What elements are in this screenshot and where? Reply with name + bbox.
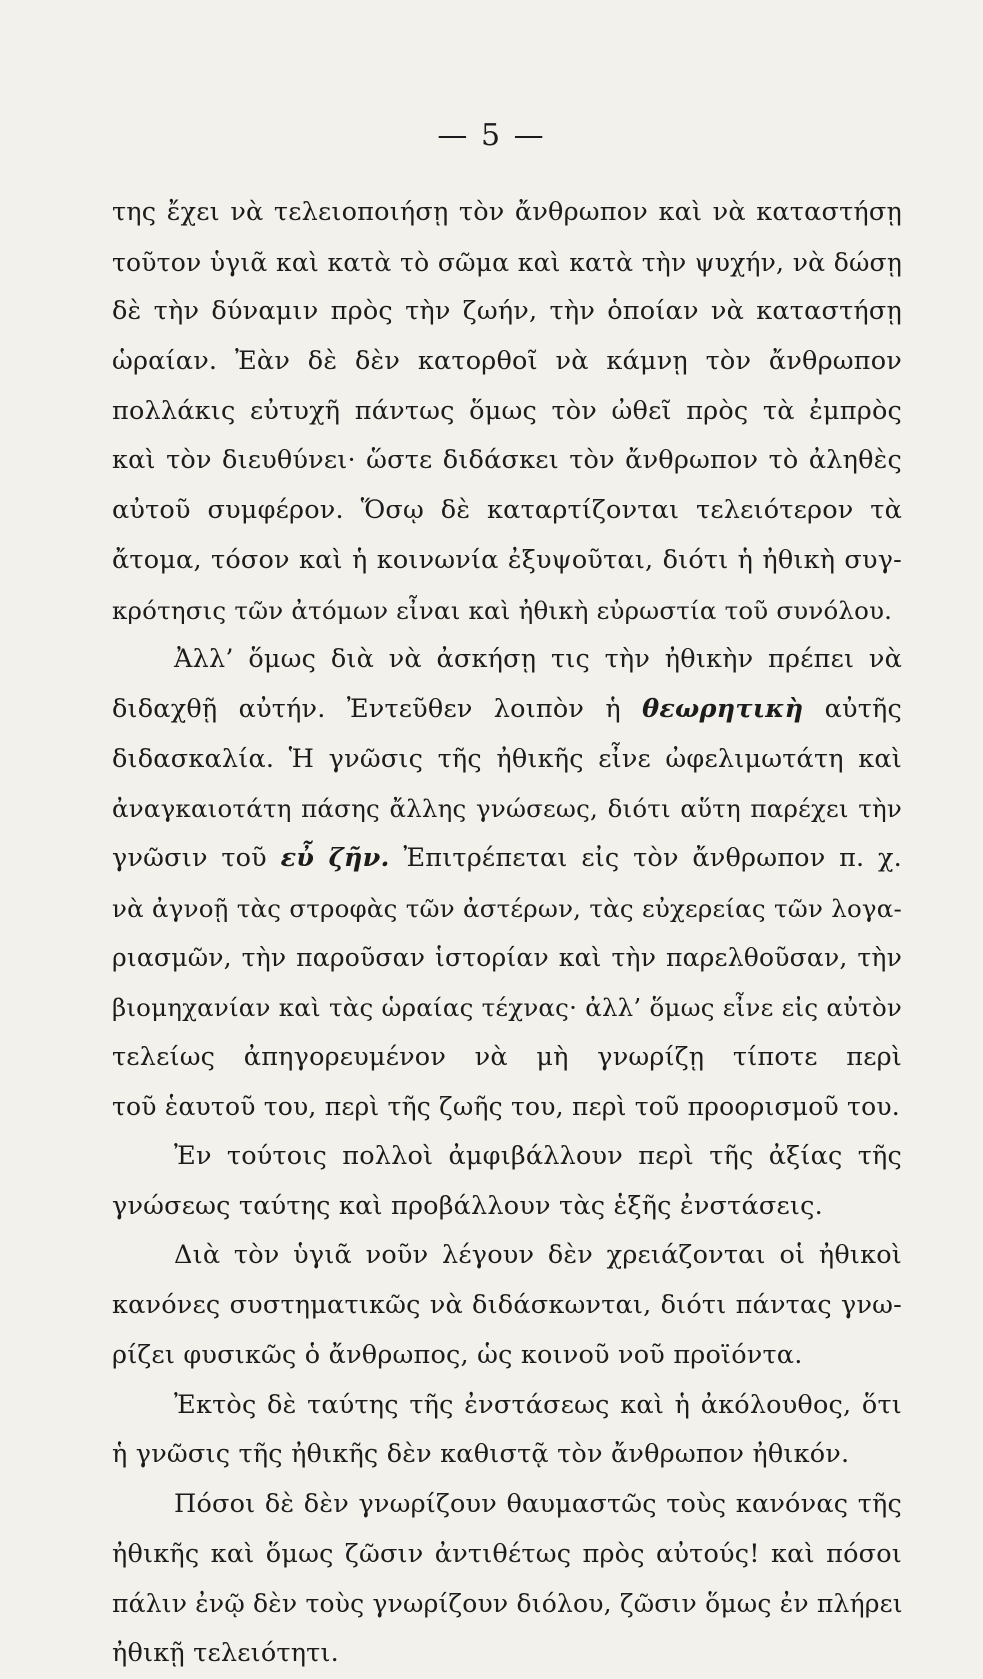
- text-line: [112, 536, 902, 586]
- text-segment: κανόνες συστηματικῶς νὰ διδάσκωνται, διότι πάντας γνω-: [112, 1290, 902, 1321]
- text-segment: Ἐκτὸς δὲ ταύτης τῆς ἐνστάσεως καὶ ἡ ἀκόλουθος, ὅτι: [174, 1389, 902, 1420]
- text-segment: γνῶσιν τοῦ: [112, 842, 281, 873]
- text-segment: ὡραίαν. Ἐὰν δὲ δὲν κατορθοῖ νὰ κάμνῃ τὸν ἄνθρωπον: [112, 346, 902, 377]
- text-segment: αὐτοῦ συμφέρον. Ὅσῳ δὲ καταρτίζονται τελειότερον τὰ: [112, 495, 902, 526]
- text-segment: Ἀλλ’ ὅμως διὰ νὰ ἀσκήσῃ τις τὴν ἠθικὴν πρέπει νὰ: [174, 644, 902, 675]
- text-line: [112, 387, 902, 437]
- text-segment: Ἐπιτρέπεται εἰς τὸν ἄνθρωπον π. χ.: [389, 842, 902, 873]
- emphasized-text: εὖ ζῆν.: [280, 842, 390, 873]
- text-segment: ἀναγκαιοτάτη πάσης ἄλλης γνώσεως, διότι αὕτη παρέχει τὴν: [112, 794, 902, 824]
- text-segment: ρίζει φυσικῶς ὁ ἄνθρωπος, ὡς κοινοῦ νοῦ προϊόντα.: [112, 1339, 803, 1370]
- text-segment: ἄτομα, τόσον καὶ ἡ κοινωνία ἐξυψοῦται, διότι ἡ ἠθικὴ συγ-: [112, 544, 902, 575]
- text-line: [112, 1182, 902, 1232]
- text-line: [112, 1579, 902, 1629]
- text-segment: διδασκαλία. Ἡ γνῶσις τῆς ἠθικῆς εἶνε ὠφελιμωτάτη καὶ: [112, 743, 902, 774]
- text-line: [112, 1430, 902, 1480]
- text-segment: τοῦτον ὑγιᾶ καὶ κατὰ τὸ σῶμα καὶ κατὰ τὴν ψυχήν, νὰ δώσῃ: [112, 247, 902, 277]
- text-line: [112, 834, 902, 884]
- text-line: [112, 784, 902, 834]
- text-line: [112, 735, 902, 785]
- text-segment: της ἔχει νὰ τελειοποιήσῃ τὸν ἄνθρωπον καὶ νὰ καταστήσῃ: [112, 197, 902, 227]
- text-segment: ἠθικῇ τελειότητι.: [112, 1637, 339, 1668]
- text-line: [112, 884, 902, 934]
- text-segment: βιομηχανίαν καὶ τὰς ὡραίας τέχνας· ἀλλ’ ὅμως εἶνε εἰς αὐτὸν: [112, 993, 902, 1022]
- text-line: [112, 188, 902, 238]
- text-line: [112, 486, 902, 536]
- text-line: [112, 685, 902, 735]
- text-line: [112, 337, 902, 387]
- text-line: [112, 1629, 902, 1679]
- text-segment: καὶ τὸν διευθύνει· ὥστε διδάσκει τὸν ἄνθρωπον τὸ ἀληθὲς: [112, 445, 902, 476]
- text-line: [112, 1231, 902, 1281]
- text-segment: Ἐν τούτοις πολλοὶ ἀμφιβάλλουν περὶ τῆς ἀξίας τῆς: [174, 1141, 902, 1172]
- text-segment: Διὰ τὸν ὑγιᾶ νοῦν λέγουν δὲν χρειάζονται οἱ ἠθικοὶ: [174, 1240, 902, 1271]
- text-line: [112, 983, 902, 1033]
- text-line: [112, 1480, 902, 1530]
- text-segment: πολλάκις εὐτυχῆ πάντως ὅμως τὸν ὠθεῖ πρὸς τὰ ἐμπρὸς: [112, 395, 902, 426]
- text-line: [112, 933, 902, 983]
- text-segment: γνώσεως ταύτης καὶ προβάλλουν τὰς ἑξῆς ἐνστάσεις.: [112, 1190, 823, 1221]
- text-line: [112, 1331, 902, 1381]
- text-line: [112, 1281, 902, 1331]
- emphasized-text: θεωρητικὴ: [642, 693, 804, 724]
- text-line: [112, 1033, 902, 1083]
- text-segment: αὐτῆς: [803, 693, 902, 724]
- text-segment: νὰ ἀγνοῇ τὰς στροφὰς τῶν ἀστέρων, τὰς εὐχερείας τῶν λογα-: [112, 893, 902, 923]
- text-line: [112, 1082, 902, 1132]
- text-segment: ριασμῶν, τὴν παροῦσαν ἱστορίαν καὶ τὴν παρελθοῦσαν, τὴν: [112, 943, 902, 973]
- text-line: [112, 1530, 902, 1580]
- text-segment: πάλιν ἐνῷ δὲν τοὺς γνωρίζουν διόλου, ζῶσιν ὅμως ἐν πλήρει: [112, 1589, 903, 1619]
- text-segment: δὲ τὴν δύναμιν πρὸς τὴν ζωήν, τὴν ὁποίαν νὰ καταστήσῃ: [112, 296, 902, 327]
- text-line: [112, 1381, 902, 1431]
- text-line: [112, 436, 902, 486]
- text-segment: Πόσοι δὲ δὲν γνωρίζουν θαυμαστῶς τοὺς κανόνας τῆς: [174, 1488, 902, 1519]
- text-segment: τοῦ ἑαυτοῦ του, περὶ τῆς ζωῆς του, περὶ τοῦ προορισμοῦ του.: [112, 1092, 900, 1122]
- text-line: [112, 1132, 902, 1182]
- text-segment: ἠθικῆς καὶ ὅμως ζῶσιν ἀντιθέτως πρὸς αὐτούς! καὶ πόσοι: [112, 1538, 902, 1569]
- text-segment: ἡ γνῶσις τῆς ἠθικῆς δὲν καθιστᾷ τὸν ἄνθρωπον ἠθικόν.: [112, 1439, 850, 1470]
- body-text: [112, 188, 902, 1679]
- text-line: [112, 238, 902, 288]
- text-segment: διδαχθῇ αὐτήν. Ἐντεῦθεν λοιπὸν ἡ: [112, 693, 643, 724]
- text-line: [112, 287, 902, 337]
- text-line: [112, 586, 902, 636]
- page-number: — 5 —: [437, 118, 546, 153]
- text-segment: κρότησις τῶν ἀτόμων εἶναι καὶ ἠθικὴ εὐρωστία τοῦ συνόλου.: [112, 595, 893, 625]
- text-segment: τελείως ἀπηγορευμένον νὰ μὴ γνωρίζῃ τίποτε περὶ: [112, 1041, 902, 1072]
- text-line: [112, 635, 902, 685]
